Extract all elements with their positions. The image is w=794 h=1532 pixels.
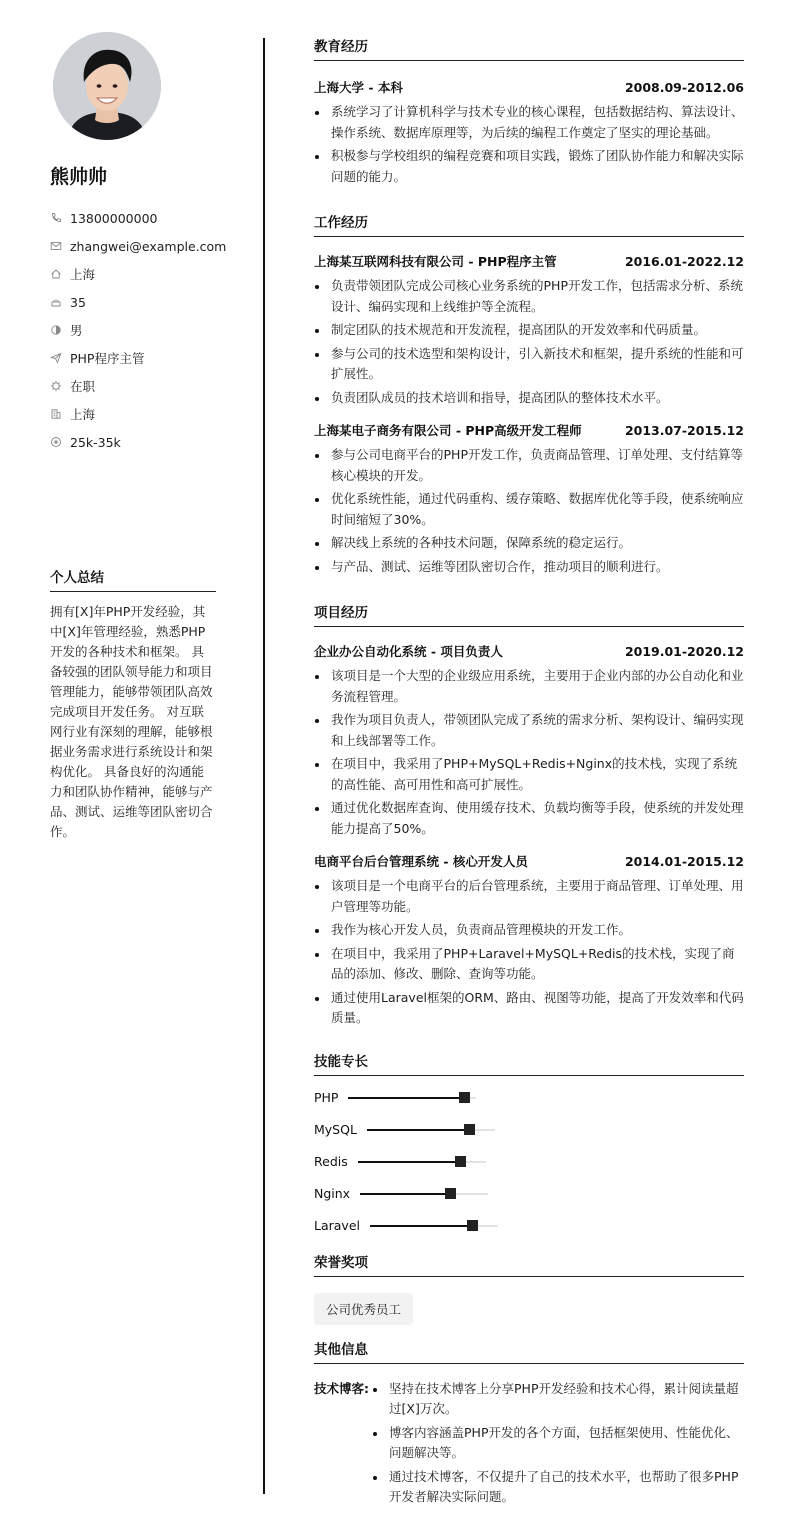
main-content (314, 38, 744, 1508)
info-gender (50, 316, 216, 344)
projects-title: 项目经历 (314, 604, 744, 627)
skill-name: Laravel (314, 1218, 360, 1233)
education-title: 教育经历 (314, 38, 744, 61)
info-phone-text: 13800000000 (70, 210, 158, 226)
work-entry-name: 上海某互联网科技有限公司 - PHP程序主管 (314, 254, 557, 269)
skill-name: PHP (314, 1090, 339, 1105)
list-item: 制定团队的技术规范和开发流程，提高团队的开发效率和代码质量。 (314, 320, 744, 341)
project-bullets (314, 876, 744, 1029)
salary-icon (50, 436, 62, 448)
list-item: 优化系统性能，通过代码重构、缓存策略、数据库优化等手段，使系统响应时间缩短了30%。 (314, 489, 744, 530)
skill-name: Redis (314, 1154, 348, 1169)
skills-title: 技能专长 (314, 1053, 744, 1076)
work-entry-date: 2016.01-2022.12 (624, 254, 744, 269)
project-entry-name: 企业办公自动化系统 - 项目负责人 (314, 644, 503, 659)
skill-row (314, 1114, 744, 1146)
awards-list (314, 1293, 744, 1325)
awards-section (314, 1254, 744, 1325)
skill-name: MySQL (314, 1122, 357, 1137)
list-item: 我作为项目负责人，带领团队完成了系统的需求分析、架构设计、编码实现和上线部署等工作。 (314, 710, 744, 751)
skill-bar-handle (467, 1220, 478, 1231)
work-bullets (314, 276, 744, 408)
info-location (50, 260, 216, 288)
skill-name: Nginx (314, 1186, 351, 1201)
education-entry-header (314, 79, 744, 97)
avatar-portrait-icon (53, 32, 161, 140)
info-email (50, 232, 227, 260)
list-item: 通过技术博客，不仅提升了自己的技术水平，也帮助了很多PHP开发者解决实际问题。 (372, 1467, 744, 1508)
info-email-text: zhangwei@example.com (70, 238, 227, 254)
project-entry-header (314, 643, 744, 661)
work-title: 工作经历 (314, 214, 744, 237)
info-position-text: PHP程序主管 (70, 351, 145, 366)
info-salary (50, 428, 216, 456)
home-icon (50, 268, 62, 280)
info-position (50, 344, 216, 372)
list-item: 参与公司电商平台的PHP开发工作，负责商品管理、订单处理、支付结算等核心模块的开发。 (314, 445, 744, 486)
list-item: 解决线上系统的各种技术问题，保障系统的稳定运行。 (314, 533, 744, 554)
summary-text: 拥有[X]年PHP开发经验，其中[X]年管理经验，熟悉PHP开发的各种技术和框架。 具备较强的团队领导能力和项目管理能力，能够带领团队高效完成项目开发任务。 对互联网行业有深刻的理解，能够根据业务需求进行系统设计和架构优化。 具备良好的沟通能力和团队协作精神，能够与产品、测试、运维等团队密切合作。 (50, 604, 213, 839)
blog-label: 技术博客: (314, 1380, 369, 1396)
list-item: 该项目是一个大型的企业级应用系统，主要用于企业内部的办公自动化和业务流程管理。 (314, 666, 744, 707)
skill-bar-handle (455, 1156, 466, 1167)
skill-bar-handle (459, 1092, 470, 1103)
skill-bar (367, 1129, 495, 1131)
education-section (314, 38, 744, 187)
cake-icon (50, 296, 62, 308)
send-icon (50, 352, 62, 364)
skill-bar-fill (360, 1193, 450, 1195)
list-item: 负责团队成员的技术培训和指导，提高团队的整体技术水平。 (314, 388, 744, 409)
info-gender-text: 男 (70, 323, 83, 338)
status-icon (50, 380, 62, 392)
info-status (50, 372, 216, 400)
list-item: 与产品、测试、运维等团队密切合作，推动项目的顺利进行。 (314, 557, 744, 578)
info-salary-text: 25k-35k (70, 434, 121, 450)
info-location-text: 上海 (70, 267, 96, 282)
blog-info (314, 1376, 744, 1508)
projects-section (314, 604, 744, 1029)
gender-icon (50, 324, 62, 336)
project-bullets (314, 666, 744, 839)
skill-bar-handle (464, 1124, 475, 1135)
list-item: 参与公司的技术选型和架构设计，引入新技术和框架，提升系统的性能和可扩展性。 (314, 344, 744, 385)
list-item: 在项目中，我采用了PHP+Laravel+MySQL+Redis的技术栈，实现了商品的添加、修改、删除、查询等功能。 (314, 944, 744, 985)
list-item: 通过优化数据库查询、使用缓存技术、负载均衡等手段，使系统的并发处理能力提高了50%。 (314, 798, 744, 839)
info-age (50, 288, 216, 316)
skill-row (314, 1210, 744, 1242)
project-entry-name: 电商平台后台管理系统 - 核心开发人员 (314, 854, 528, 869)
skill-row (314, 1082, 744, 1114)
contact-info-list (50, 204, 227, 456)
work-section (314, 214, 744, 577)
skill-bar-handle (445, 1188, 456, 1199)
skill-row (314, 1178, 744, 1210)
avatar (53, 32, 161, 140)
list-item: 负责带领团队完成公司核心业务系统的PHP开发工作，包括需求分析、系统设计、编码实现和上线维护等全流程。 (314, 276, 744, 317)
skill-bar (348, 1097, 476, 1099)
education-entry-name: 上海大学 - 本科 (314, 80, 403, 95)
phone-icon (50, 212, 62, 224)
award-tag: 公司优秀员工 (314, 1293, 413, 1325)
vertical-divider (263, 38, 265, 1494)
awards-title: 荣誉奖项 (314, 1254, 744, 1277)
sidebar (50, 32, 227, 839)
work-entry-header (314, 253, 744, 271)
skill-bar-fill (348, 1097, 463, 1099)
skills-list (314, 1082, 744, 1242)
list-item: 在项目中，我采用了PHP+MySQL+Redis+Nginx的技术栈，实现了系统的高性能、高可用性和高可扩展性。 (314, 754, 744, 795)
building-icon (50, 408, 62, 420)
info-age-text: 35 (70, 294, 86, 310)
work-entry-name: 上海某电子商务有限公司 - PHP高级开发工程师 (314, 423, 582, 438)
work-entry-date: 2013.07-2015.12 (624, 423, 744, 438)
candidate-name: 熊帅帅 (50, 166, 108, 188)
skill-bar (370, 1225, 498, 1227)
work-bullets (314, 445, 744, 577)
blog-bullets (372, 1376, 744, 1508)
list-item: 坚持在技术博客上分享PHP开发经验和技术心得，累计阅读量超过[X]万次。 (372, 1379, 744, 1420)
list-item: 我作为核心开发人员，负责商品管理模块的开发工作。 (314, 920, 744, 941)
project-entry-date: 2019.01-2020.12 (624, 644, 744, 659)
skill-bar-fill (358, 1161, 460, 1163)
project-entry-header (314, 853, 744, 871)
info-status-text: 在职 (70, 379, 96, 394)
other-section (314, 1341, 744, 1508)
list-item: 该项目是一个电商平台的后台管理系统，主要用于商品管理、订单处理、用户管理等功能。 (314, 876, 744, 917)
education-bullets (314, 102, 744, 187)
skill-bar-fill (367, 1129, 469, 1131)
skill-bar (358, 1161, 486, 1163)
other-title: 其他信息 (314, 1341, 744, 1364)
info-city-text: 上海 (70, 407, 96, 422)
skill-bar (360, 1193, 488, 1195)
info-phone (50, 204, 216, 232)
summary-title: 个人总结 (50, 566, 216, 592)
list-item: 系统学习了计算机科学与技术专业的核心课程，包括数据结构、算法设计、操作系统、数据库原理等，为后续的编程工作奠定了坚实的理论基础。 (314, 102, 744, 143)
info-city (50, 400, 216, 428)
list-item: 博客内容涵盖PHP开发的各个方面，包括框架使用、性能优化、问题解决等。 (372, 1423, 744, 1464)
skills-section (314, 1053, 744, 1242)
skill-bar-fill (370, 1225, 472, 1227)
skill-row (314, 1146, 744, 1178)
education-entry-date: 2008.09-2012.06 (624, 80, 744, 95)
list-item: 通过使用Laravel框架的ORM、路由、视图等功能，提高了开发效率和代码质量。 (314, 988, 744, 1029)
list-item: 积极参与学校组织的编程竞赛和项目实践，锻炼了团队协作能力和解决实际问题的能力。 (314, 146, 744, 187)
mail-icon (50, 240, 62, 252)
work-entry-header (314, 422, 744, 440)
project-entry-date: 2014.01-2015.12 (624, 854, 744, 869)
